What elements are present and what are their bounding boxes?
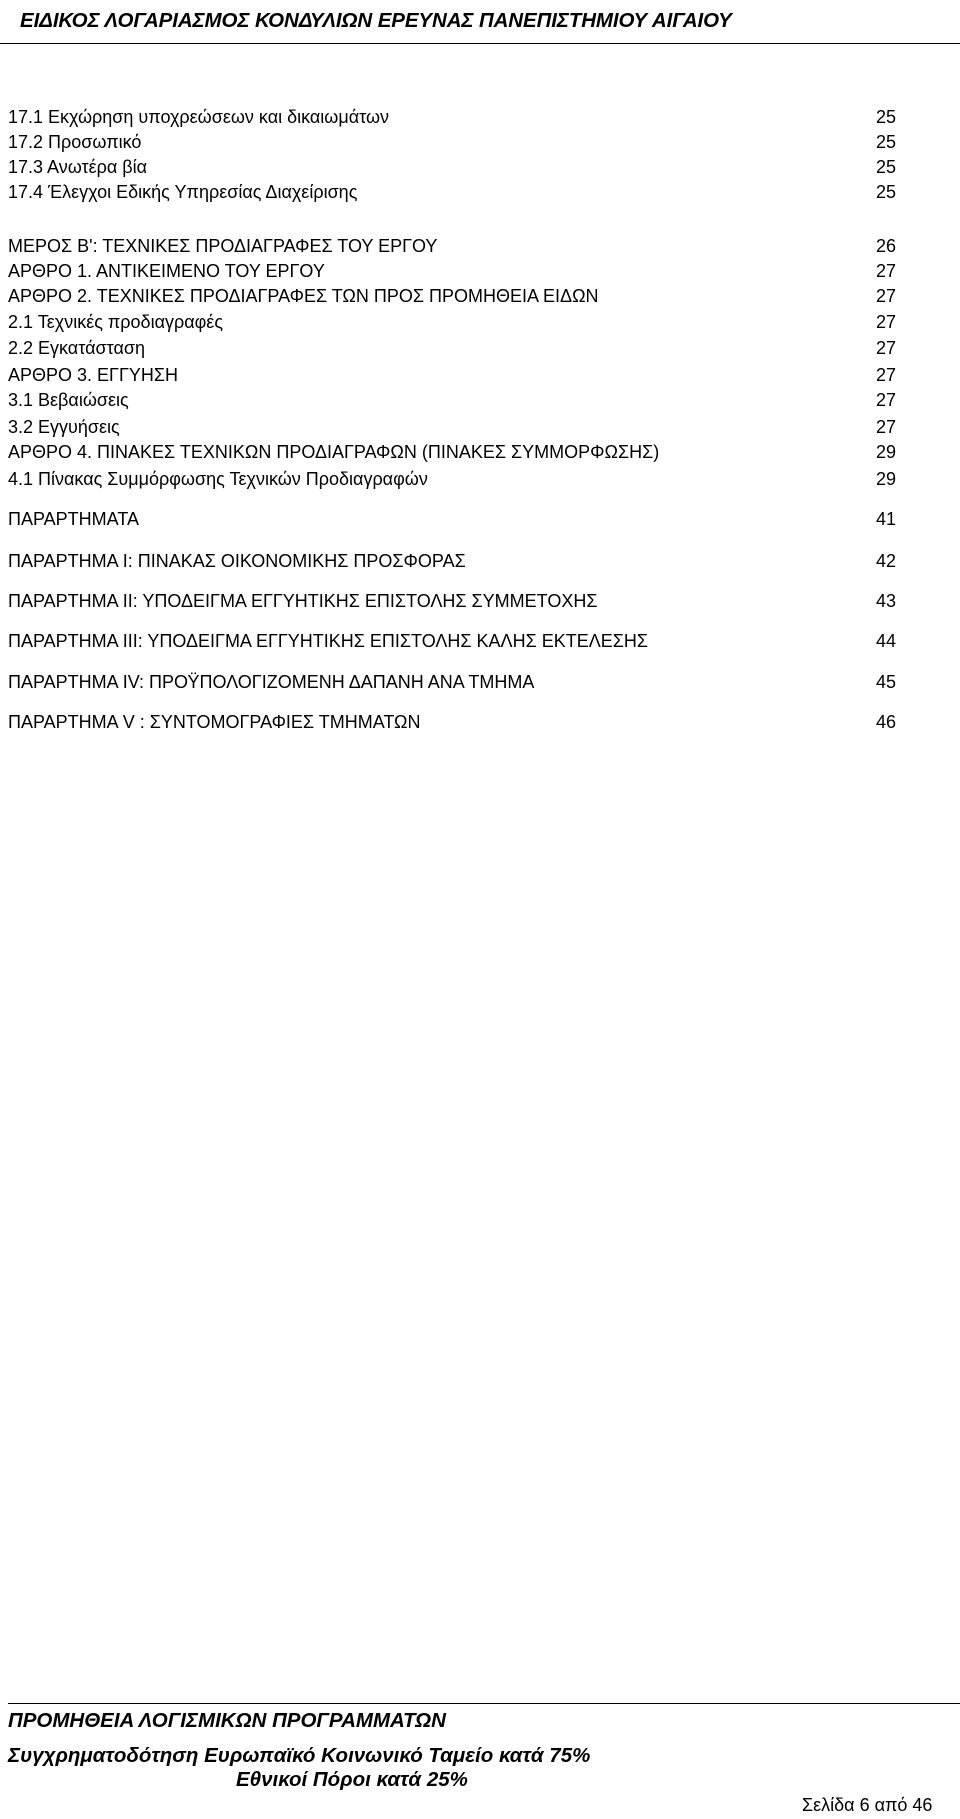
toc-entry[interactable]	[8, 285, 908, 307]
toc-entry-page: 46	[876, 712, 897, 732]
toc-entry[interactable]	[8, 235, 908, 257]
toc-entry[interactable]	[8, 630, 908, 652]
footer-divider	[8, 1703, 960, 1704]
toc-entry-label: ΑΡΘΡΟ 3. ΕΓΓΥΗΣΗ	[8, 365, 178, 385]
toc-entry-page: 25	[876, 182, 897, 202]
toc-entry-label: ΠΑΡΑΡΤΗΜΑΤΑ	[8, 509, 140, 529]
toc-entry-page: 27	[876, 390, 897, 410]
toc-entry-page: 27	[876, 338, 897, 358]
toc-entry[interactable]	[8, 311, 908, 333]
toc-entry[interactable]	[8, 389, 908, 411]
toc-entry-page: 27	[876, 365, 897, 385]
toc-entry-label: 17.4 Έλεγχοι Εδικής Υπηρεσίας Διαχείρισης	[8, 182, 358, 202]
header-title: ΕΙΔΙΚΟΣ ΛΟΓΑΡΙΑΣΜΟΣ ΚΟΝΔΥΛΙΩΝ ΕΡΕΥΝΑΣ ΠΑΝΕΠΙΣΤΗΜΙΟΥ ΑΙΓΑΙΟΥ	[20, 9, 732, 32]
toc-entry-label: 3.1 Βεβαιώσεις	[8, 390, 129, 410]
toc-entry[interactable]	[8, 156, 908, 178]
toc-entry[interactable]	[8, 590, 908, 612]
toc-entry[interactable]	[8, 550, 908, 572]
toc-entry-label: 2.2 Εγκατάσταση	[8, 338, 145, 358]
toc-entry-page: 42	[876, 551, 897, 571]
toc-entry-page: 29	[876, 469, 897, 489]
toc-entry-label: ΠΑΡΑΡΤΗΜΑ ΙV: ΠΡΟΫΠΟΛΟΓΙΖΟΜΕΝΗ ΔΑΠΑΝΗ ΑΝΑ ΤΜΗΜΑ	[8, 672, 535, 692]
toc-entry-page: 26	[876, 236, 897, 256]
toc-entry-page: 29	[876, 442, 897, 462]
page-number: Σελίδα 6 από 46	[802, 1795, 933, 1815]
toc-entry-label: ΑΡΘΡΟ 4. ΠΙΝΑΚΕΣ ΤΕΧΝΙΚΩΝ ΠΡΟΔΙΑΓΡΑΦΩΝ (ΠΙΝΑΚΕΣ ΣΥΜΜΟΡΦΩΣΗΣ)	[8, 442, 660, 462]
toc-entry[interactable]	[8, 106, 908, 128]
toc-entry-page: 45	[876, 672, 897, 692]
toc-entry[interactable]	[8, 441, 908, 463]
footer-national-funding-line: Εθνικοί Πόροι κατά 25%	[236, 1768, 468, 1791]
toc-entry-label: ΜΕΡΟΣ Β': ΤΕΧΝΙΚΕΣ ΠΡΟΔΙΑΓΡΑΦΕΣ ΤΟΥ ΕΡΓΟΥ	[8, 236, 438, 256]
toc-entry-page: 27	[876, 312, 897, 332]
toc-entry[interactable]	[8, 468, 908, 490]
toc-entry-page: 44	[876, 631, 897, 651]
toc-entry[interactable]	[8, 364, 908, 386]
toc-entry-page: 25	[876, 157, 897, 177]
toc-entry-page: 43	[876, 591, 897, 611]
toc-entry-page: 27	[876, 417, 897, 437]
footer-project-title: ΠΡΟΜΗΘΕΙΑ ΛΟΓΙΣΜΙΚΩΝ ΠΡΟΓΡΑΜΜΑΤΩΝ	[8, 1709, 446, 1732]
toc-entry-label: 3.2 Εγγυήσεις	[8, 417, 120, 437]
toc-entry-label: ΠΑΡΑΡΤΗΜΑ ΙΙΙ: ΥΠΟΔΕΙΓΜΑ ΕΓΓΥΗΤΙΚΗΣ ΕΠΙΣΤΟΛΗΣ ΚΑΛΗΣ ΕΚΤΕΛΕΣΗΣ	[8, 631, 649, 651]
toc-entry[interactable]	[8, 131, 908, 153]
toc-entry-label: ΠΑΡΑΡΤΗΜΑ Ι: ΠΙΝΑΚΑΣ ΟΙΚΟΝΟΜΙΚΗΣ ΠΡΟΣΦΟΡΑΣ	[8, 551, 466, 571]
toc-entry-page: 25	[876, 107, 897, 127]
toc-entry-label: 2.1 Τεχνικές προδιαγραφές	[8, 312, 223, 332]
toc-entry-label: 4.1 Πίνακας Συμμόρφωσης Τεχνικών Προδιαγραφών	[8, 469, 428, 489]
toc-entry[interactable]	[8, 416, 908, 438]
toc-entry-page: 25	[876, 132, 897, 152]
toc-entry[interactable]	[8, 671, 908, 693]
toc-entry-label: 17.2 Προσωπικό	[8, 132, 142, 152]
toc-entry-page: 41	[876, 509, 897, 529]
page-header	[0, 0, 960, 44]
toc-entry[interactable]	[8, 260, 908, 282]
toc-entry[interactable]	[8, 337, 908, 359]
toc-entry-label: ΑΡΘΡΟ 2. ΤΕΧΝΙΚΕΣ ΠΡΟΔΙΑΓΡΑΦΕΣ ΤΩΝ ΠΡΟΣ ΠΡΟΜΗΘΕΙΑ ΕΙΔΩΝ	[8, 286, 599, 306]
toc-entry-label: 17.3 Ανωτέρα βία	[8, 157, 148, 177]
toc-entry-page: 27	[876, 261, 897, 281]
toc-entry-label: ΠΑΡΑΡΤΗΜΑ ΙΙ: ΥΠΟΔΕΙΓΜΑ ΕΓΓΥΗΤΙΚΗΣ ΕΠΙΣΤΟΛΗΣ ΣΥΜΜΕΤΟΧΗΣ	[8, 591, 598, 611]
toc-entry-label: ΠΑΡΑΡΤΗΜΑ V : ΣΥΝΤΟΜΟΓΡΑΦΙΕΣ ΤΜΗΜΑΤΩΝ	[8, 712, 421, 732]
toc-entry-label: ΑΡΘΡΟ 1. ΑΝΤΙΚΕΙΜΕΝΟ ΤΟΥ ΕΡΓΟΥ	[8, 261, 325, 281]
toc-entry-label: 17.1 Εκχώρηση υποχρεώσεων και δικαιωμάτων	[8, 107, 390, 127]
toc-entry[interactable]	[8, 711, 908, 733]
toc-entry[interactable]	[8, 508, 908, 530]
toc-entry[interactable]	[8, 181, 908, 203]
footer-funding-line: Συγχρηματοδότηση Ευρωπαϊκό Κοινωνικό Ταμείο κατά 75%	[8, 1744, 591, 1767]
toc-entry-page: 27	[876, 286, 897, 306]
